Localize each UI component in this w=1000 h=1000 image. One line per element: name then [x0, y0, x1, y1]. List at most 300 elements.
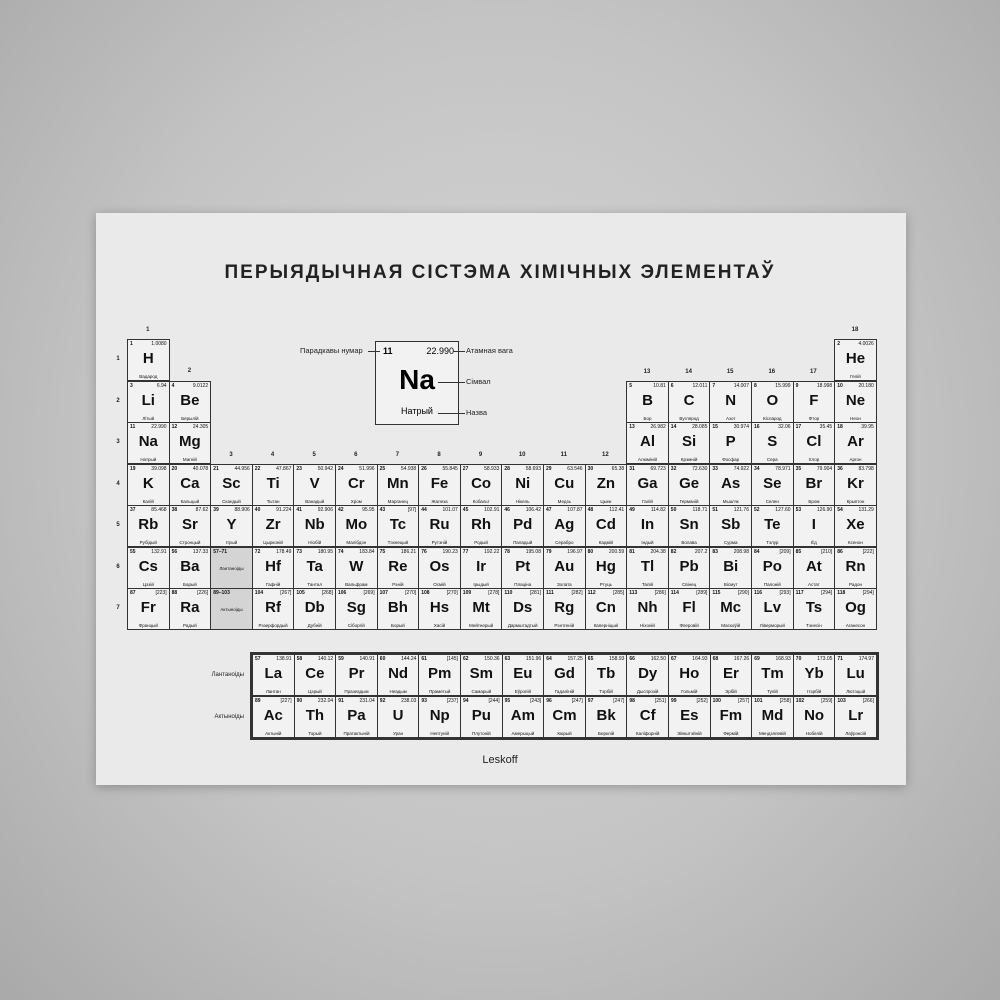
- atomic-mass: 92.906: [317, 507, 333, 513]
- element-cell: [127, 547, 170, 589]
- element-symbol: Tc: [389, 516, 407, 533]
- atomic-mass: [294]: [821, 590, 833, 596]
- atomic-number: 101: [754, 698, 763, 704]
- element-symbol: U: [392, 707, 404, 724]
- legend-label-symbol: Сімвал: [466, 377, 491, 386]
- atomic-mass: 54.938: [400, 465, 417, 472]
- atomic-mass: 190.23: [442, 548, 458, 555]
- atomic-number: 65: [587, 656, 594, 662]
- legend-symbol: Na: [399, 364, 435, 395]
- element-cell: [460, 505, 503, 547]
- element-symbol: Eu: [513, 665, 533, 682]
- atomic-number: 94: [463, 698, 469, 704]
- element-cell: [377, 464, 420, 506]
- legend-name: Натрый: [401, 406, 433, 416]
- atomic-mass: 114.82: [650, 507, 666, 513]
- atomic-mass: [223]: [155, 590, 167, 596]
- atomic-number: 62: [463, 656, 469, 662]
- atomic-number: 19: [130, 465, 136, 472]
- atomic-number: 49: [629, 507, 635, 513]
- element-name: Крэмній: [680, 457, 698, 462]
- element-name: Ітрый: [225, 540, 238, 545]
- element-symbol: Fe: [430, 474, 449, 492]
- element-symbol: Th: [305, 707, 325, 724]
- element-symbol: Pa: [347, 707, 366, 724]
- element-symbol: Rb: [138, 516, 159, 533]
- element-cell: [127, 505, 170, 547]
- group-label: 15: [726, 368, 734, 375]
- element-symbol: Tl: [640, 557, 655, 575]
- atomic-mass: [252]: [696, 698, 708, 704]
- element-name: Францый: [138, 623, 158, 628]
- element-symbol: Ac: [263, 707, 283, 724]
- element-symbol: Cd: [595, 516, 616, 533]
- element-name: Тытан: [266, 498, 280, 504]
- element-name: Бор: [643, 415, 652, 421]
- element-cell: [751, 381, 794, 423]
- atomic-mass: 63.546: [567, 465, 583, 472]
- element-name: Цырконій: [263, 540, 283, 545]
- element-cell: [585, 588, 628, 630]
- atomic-number: 71: [837, 656, 843, 662]
- element-name: Марганец: [387, 498, 409, 504]
- element-symbol: Rf: [265, 599, 281, 616]
- element-name: Неадым: [389, 689, 407, 694]
- atomic-number: 35: [795, 465, 802, 472]
- element-symbol: Rh: [471, 516, 492, 533]
- element-cell: [460, 588, 503, 630]
- element-symbol: Ta: [306, 557, 323, 575]
- element-cell: [834, 505, 877, 547]
- atomic-mass: 186.21: [400, 548, 417, 555]
- atomic-number: 47: [546, 507, 552, 513]
- atomic-mass: 151.96: [525, 656, 542, 662]
- element-symbol: Yb: [804, 665, 824, 682]
- element-symbol: Y: [226, 516, 237, 533]
- atomic-mass: [267]: [280, 590, 292, 596]
- element-name: Палоній: [763, 581, 781, 587]
- element-symbol: Cl: [806, 433, 822, 450]
- element-symbol: Br: [805, 474, 823, 492]
- element-name: Паладый: [513, 540, 533, 545]
- element-symbol: Fl: [682, 599, 696, 616]
- element-cell: [543, 588, 586, 630]
- element-symbol: Nh: [637, 599, 658, 616]
- atomic-number: 73: [296, 548, 302, 555]
- element-symbol: Nd: [388, 665, 409, 682]
- atomic-mass: [145]: [446, 656, 458, 662]
- group-label: 17: [810, 368, 817, 375]
- atomic-number: 106: [338, 590, 347, 596]
- atomic-mass: 18.998: [816, 382, 833, 389]
- element-cell: [252, 464, 295, 506]
- element-cell: [127, 588, 170, 630]
- element-symbol: Al: [639, 433, 655, 450]
- element-name: Індый: [641, 540, 654, 545]
- atomic-mass: [257]: [738, 698, 750, 704]
- element-symbol: Cu: [554, 474, 575, 492]
- element-symbol: Lu: [846, 665, 865, 682]
- element-symbol: Bi: [723, 557, 739, 575]
- element-cell: [418, 547, 461, 589]
- element-symbol: Pm: [428, 665, 452, 682]
- period-label: 5: [116, 522, 120, 528]
- atomic-mass: 9.0122: [192, 382, 209, 389]
- element-cell: [543, 505, 586, 547]
- atomic-mass: 51.996: [359, 465, 375, 472]
- element-name: Натрый: [140, 457, 157, 462]
- element-cell: [169, 422, 212, 464]
- element-symbol: Sn: [679, 516, 699, 533]
- atomic-number: 32: [670, 465, 677, 472]
- element-symbol: Am: [510, 707, 535, 724]
- element-name: Эрбій: [724, 689, 737, 694]
- element-symbol: Ni: [515, 474, 531, 492]
- atomic-number: 7: [712, 382, 716, 389]
- atomic-number: 17: [795, 424, 802, 430]
- atomic-mass: 101.07: [442, 507, 458, 513]
- atomic-number: 13: [629, 424, 635, 430]
- element-symbol: Ru: [429, 516, 450, 533]
- element-symbol: Ds: [513, 599, 533, 616]
- element-name: Лютэцый: [846, 689, 866, 694]
- element-name: Азот: [725, 415, 736, 421]
- atomic-number: 3: [130, 382, 133, 389]
- atomic-number: 18: [837, 424, 843, 430]
- element-name: Актыній: [265, 731, 282, 736]
- element-name: Ніхоній: [640, 623, 655, 628]
- atomic-mass: [278]: [488, 590, 500, 596]
- element-symbol: No: [804, 707, 825, 724]
- element-symbol: Es: [680, 707, 699, 724]
- atomic-mass: 12.011: [692, 382, 708, 389]
- atomic-number: 43: [379, 507, 386, 513]
- element-cell: [834, 547, 877, 589]
- element-cell: [585, 505, 628, 547]
- element-name: Талій: [641, 581, 654, 587]
- atomic-number: 8: [754, 382, 757, 389]
- element-symbol: Ne: [845, 391, 866, 409]
- atomic-number: 98: [629, 698, 635, 704]
- element-name: Каперніцый: [593, 623, 619, 628]
- atomic-number: 39: [213, 507, 219, 513]
- element-name: Тэлур: [766, 540, 779, 545]
- group-label: 8: [437, 451, 441, 458]
- atomic-number: 52: [754, 507, 760, 513]
- atomic-number: 46: [504, 507, 510, 513]
- element-name: Аганесон: [845, 623, 866, 628]
- atomic-number: 116: [754, 590, 763, 596]
- atomic-mass: [227]: [280, 698, 292, 704]
- element-symbol: Te: [764, 516, 781, 533]
- element-symbol: Mn: [387, 474, 409, 492]
- atomic-number: 68: [712, 656, 719, 662]
- atomic-number: 99: [671, 698, 677, 704]
- period-label: 6: [116, 563, 120, 570]
- element-symbol: Cr: [347, 474, 365, 492]
- atomic-mass: 144.24: [401, 656, 417, 662]
- atomic-mass: 40.078: [192, 465, 209, 472]
- element-symbol: Cm: [552, 707, 577, 724]
- element-symbol: Fm: [719, 707, 743, 724]
- element-cell: [293, 505, 336, 547]
- element-cell: [626, 588, 669, 630]
- element-name: Германій: [679, 498, 699, 504]
- element-symbol: Hs: [429, 599, 450, 616]
- atomic-number: 55: [130, 548, 136, 555]
- element-name: Ксенон: [848, 540, 863, 545]
- element-name: Рэзерфордый: [258, 623, 288, 628]
- atomic-number: 69: [754, 656, 760, 662]
- element-name: Барый: [183, 581, 197, 587]
- element-name: Калій: [142, 498, 154, 504]
- element-name: Нікель: [515, 498, 530, 504]
- atomic-number: 113: [629, 590, 638, 596]
- atomic-mass: 157.25: [567, 656, 583, 662]
- element-symbol: Be: [180, 391, 200, 409]
- atomic-mass: 74.922: [733, 465, 749, 472]
- element-name: Плутоній: [471, 731, 491, 736]
- element-cell: [626, 422, 669, 464]
- element-name: Золата: [556, 581, 572, 587]
- element-symbol: Mc: [720, 599, 742, 616]
- element-cell: [626, 381, 669, 423]
- atomic-number: 30: [587, 465, 594, 472]
- atomic-mass: 195.08: [525, 548, 541, 555]
- atomic-number: 91: [338, 698, 344, 704]
- atomic-number: 25: [379, 465, 386, 472]
- element-symbol: Zn: [596, 474, 616, 492]
- atomic-number: 114: [670, 590, 679, 596]
- element-name: Ніобій: [308, 540, 322, 545]
- element-symbol: H: [142, 350, 154, 367]
- element-symbol: Au: [554, 557, 575, 575]
- element-cell: [460, 464, 503, 506]
- atomic-mass: 232.04: [317, 698, 334, 704]
- atomic-mass: 15.999: [775, 382, 791, 389]
- element-symbol: Bh: [387, 599, 408, 616]
- series-placeholder-cell: [210, 547, 253, 589]
- atomic-number: 4: [171, 382, 175, 389]
- atomic-mass: [281]: [529, 590, 541, 596]
- element-name: Борый: [391, 623, 405, 628]
- atomic-number: 103: [837, 698, 846, 704]
- element-symbol: Tb: [596, 665, 616, 682]
- element-name: Мыш'як: [722, 498, 739, 504]
- element-cell: [793, 422, 836, 464]
- atomic-number: 95: [504, 698, 511, 704]
- element-symbol: Rn: [845, 557, 866, 575]
- atomic-mass: [210]: [821, 548, 833, 555]
- atomic-number: 6: [670, 382, 674, 389]
- element-name: Тэхнецый: [387, 540, 409, 545]
- element-cell: [501, 464, 544, 506]
- element-cell: [460, 547, 503, 589]
- atomic-number: 29: [546, 465, 552, 472]
- atomic-mass: 174.97: [858, 656, 874, 662]
- atomic-number: 104: [254, 590, 264, 596]
- group-label: 2: [187, 368, 192, 374]
- element-name: Ртуць: [599, 581, 613, 587]
- atomic-number: 24: [338, 465, 344, 472]
- element-name: Маскоўій: [721, 623, 741, 628]
- atomic-number: 10: [837, 382, 843, 389]
- element-cell: [127, 422, 170, 464]
- element-name: Праметый: [428, 689, 451, 694]
- element-name: Кальцый: [180, 498, 200, 504]
- element-name: Літый: [142, 415, 155, 421]
- atomic-number: 83: [712, 548, 718, 555]
- atomic-number: 64: [546, 656, 552, 662]
- atomic-number: 59: [338, 656, 344, 662]
- element-name: Пратактыній: [343, 731, 370, 736]
- atomic-mass: 35.45: [819, 424, 833, 430]
- atomic-mass: 131.29: [858, 507, 874, 513]
- atomic-number: 115: [712, 590, 721, 596]
- element-symbol: Ir: [476, 557, 487, 575]
- atomic-number: 51: [712, 507, 718, 513]
- group-label: 16: [768, 368, 776, 375]
- atomic-number: 42: [338, 507, 344, 513]
- group-label: 3: [229, 451, 233, 458]
- atomic-mass: [222]: [862, 548, 874, 555]
- element-symbol: B: [642, 391, 653, 409]
- element-name: Сурма: [723, 540, 738, 545]
- group-label: 12: [602, 451, 609, 458]
- element-name: Осмій: [433, 581, 446, 587]
- element-symbol: Mo: [345, 516, 368, 533]
- element-symbol: Sm: [469, 665, 493, 682]
- element-symbol: Lv: [763, 599, 782, 616]
- atomic-mass: 173.05: [817, 656, 833, 662]
- element-symbol: Pu: [471, 707, 491, 724]
- group-label: 9: [478, 451, 483, 458]
- atomic-number: 34: [754, 465, 760, 472]
- element-cell: [418, 505, 461, 547]
- element-symbol: Sr: [181, 516, 198, 533]
- period-label: 2: [116, 397, 120, 404]
- atomic-mass: 207.2: [694, 548, 708, 555]
- element-name: Лаўрэнсій: [845, 731, 867, 736]
- atomic-mass: 14.007: [733, 382, 749, 389]
- element-name: Аргон: [849, 457, 862, 462]
- atomic-mass: 200.59: [608, 548, 625, 555]
- atomic-mass: [286]: [654, 590, 666, 596]
- element-name: Дармштадтый: [507, 623, 538, 628]
- element-name: Крыптон: [846, 498, 865, 504]
- atomic-number: 9: [795, 382, 799, 389]
- element-name: Кюрый: [557, 731, 572, 736]
- element-name: Сіборгій: [347, 623, 365, 628]
- element-symbol: Og: [845, 599, 866, 616]
- element-name: Празеадым: [344, 689, 369, 694]
- element-symbol: Na: [138, 433, 158, 450]
- element-symbol: C: [683, 391, 695, 409]
- element-name: Самарый: [471, 689, 492, 694]
- atomic-number: 27: [462, 465, 469, 472]
- atomic-mass: 137.33: [192, 548, 209, 555]
- element-cell: [377, 547, 420, 589]
- element-name: Кобальт: [472, 498, 490, 504]
- element-cell: [793, 464, 836, 506]
- element-symbol: Gd: [554, 665, 575, 682]
- atomic-mass: [243]: [530, 698, 542, 704]
- atomic-mass: 140.12: [317, 656, 334, 662]
- element-cell: [709, 422, 752, 464]
- atomic-number: 111: [546, 590, 554, 596]
- element-cell: [127, 339, 170, 381]
- atomic-mass: [285]: [613, 590, 625, 596]
- element-cell: [834, 464, 877, 506]
- atomic-mass: 168.93: [775, 656, 791, 662]
- element-name: Дыспрозій: [636, 689, 659, 694]
- atomic-mass: [247]: [571, 698, 583, 704]
- element-name: Вісмут: [723, 581, 738, 587]
- element-cell: [751, 422, 794, 464]
- element-symbol: Co: [471, 474, 492, 492]
- element-cell: [751, 547, 794, 589]
- atomic-mass: [244]: [488, 698, 500, 704]
- element-symbol: In: [640, 516, 655, 533]
- element-name: Дубній: [307, 623, 322, 628]
- legend-line-number: [368, 351, 380, 352]
- atomic-number: 109: [462, 590, 472, 596]
- element-symbol: Xe: [846, 516, 865, 533]
- atomic-number: 53: [795, 507, 802, 513]
- atomic-mass: 32.06: [778, 424, 791, 430]
- atomic-mass: 65.38: [611, 465, 625, 472]
- element-cell: [210, 505, 253, 547]
- element-name: Торый: [308, 731, 322, 736]
- element-symbol: W: [349, 557, 364, 575]
- atomic-number: 40: [254, 507, 261, 513]
- element-name: Родый: [474, 540, 488, 545]
- atomic-mass: [247]: [613, 698, 625, 704]
- atomic-number: 79: [546, 548, 552, 555]
- element-symbol: Kr: [847, 474, 864, 492]
- element-name: Рубідый: [139, 540, 157, 545]
- atomic-number: 118: [837, 590, 846, 596]
- element-name: Астат: [808, 581, 820, 587]
- element-cell: [377, 505, 420, 547]
- element-name: Берылій: [181, 415, 199, 421]
- element-name: Плаціна: [514, 581, 532, 587]
- atomic-number: 97: [587, 698, 594, 704]
- atomic-number: 12: [171, 424, 178, 430]
- element-symbol: Sg: [346, 599, 366, 616]
- element-cell: [418, 588, 461, 630]
- element-name: Берклій: [598, 731, 615, 736]
- element-symbol: I: [811, 516, 816, 533]
- atomic-number: 57: [255, 656, 261, 662]
- series-range: 57–71: [213, 548, 228, 555]
- element-symbol: P: [725, 433, 736, 450]
- period-label: 7: [116, 605, 120, 611]
- atomic-mass: 167.26: [733, 656, 750, 662]
- atomic-mass: 72.630: [692, 465, 708, 472]
- atomic-mass: [97]: [407, 507, 417, 513]
- element-symbol: Ra: [180, 599, 200, 616]
- atomic-number: 44: [421, 507, 427, 513]
- element-name: Вадарод: [139, 374, 158, 379]
- atomic-number: 105: [296, 590, 305, 596]
- element-name: Малібдэн: [346, 540, 367, 545]
- atomic-mass: 112.41: [609, 507, 625, 513]
- atomic-mass: 4.0026: [858, 341, 874, 347]
- element-symbol: Er: [722, 665, 739, 682]
- element-name: Стронцый: [179, 540, 201, 545]
- atomic-mass: [268]: [321, 590, 333, 596]
